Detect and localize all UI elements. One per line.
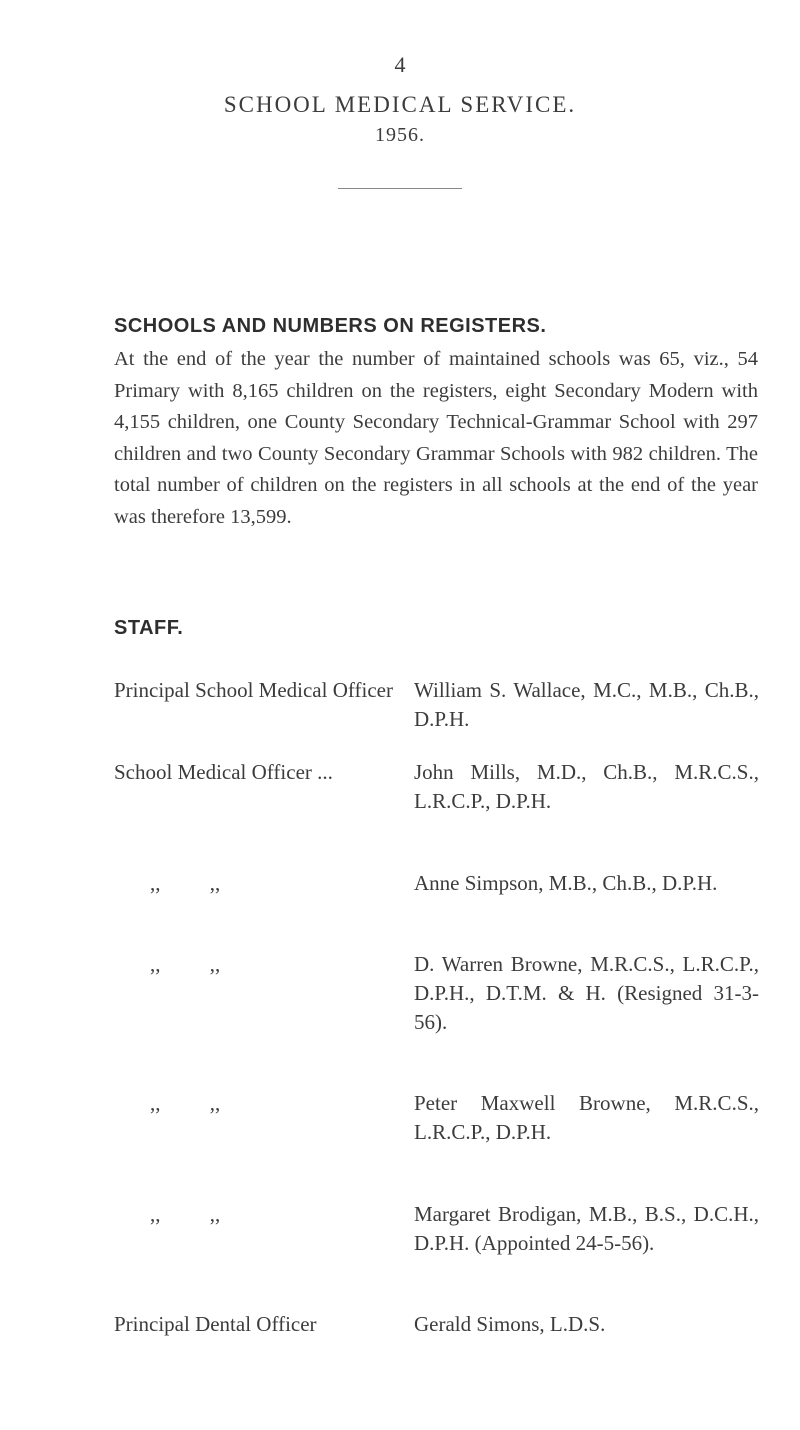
document-year: 1956. bbox=[375, 124, 425, 146]
ditto-mark: ,, ,, bbox=[150, 1091, 221, 1115]
schools-paragraph: At the end of the year the number of maintained schools was 65, viz., 54 Primary with 8,165 children on the registers, eight Secondary Modern with 4,155 children, one County Secondary Technical-Grammar School with 297 children and two County Secondary Grammar Schools with 982 children. The total number of children on the registers in all schools at the end of the year was therefore 13,599. bbox=[114, 348, 758, 528]
staff-name: Anne Simpson, M.B., Ch.B., D.P.H. bbox=[414, 871, 718, 895]
divider bbox=[338, 188, 462, 189]
staff-name: D. Warren Browne, M.R.C.S., L.R.C.P., D.P.H., D.T.M. & H. (Resigned 31-3-56). bbox=[414, 952, 759, 1034]
staff-name: William S. Wallace, M.C., M.B., Ch.B., D.P.H. bbox=[414, 678, 759, 731]
ditto-mark: ,, ,, bbox=[150, 952, 221, 976]
staff-role: School Medical Officer ... bbox=[114, 760, 333, 784]
staff-name: Margaret Brodigan, M.B., B.S., D.C.H., D.P.H. (Appointed 24-5-56). bbox=[414, 1202, 759, 1255]
ditto-mark: ,, ,, bbox=[150, 1202, 221, 1226]
schools-heading: SCHOOLS AND NUMBERS ON REGISTERS. bbox=[114, 315, 547, 337]
staff-name: Peter Maxwell Browne, M.R.C.S., L.R.C.P., D.P.H. bbox=[414, 1091, 759, 1144]
staff-role: Principal School Medical Officer bbox=[114, 678, 393, 702]
page-number: 4 bbox=[394, 52, 406, 77]
ditto-mark: ,, ,, bbox=[150, 871, 221, 895]
staff-name: Gerald Simons, L.D.S. bbox=[414, 1312, 606, 1336]
staff-name: John Mills, M.D., Ch.B., M.R.C.S., L.R.C.P., D.P.H. bbox=[414, 760, 759, 813]
staff-role: Principal Dental Officer bbox=[114, 1312, 317, 1336]
staff-heading: STAFF. bbox=[114, 617, 184, 639]
document-title: SCHOOL MEDICAL SERVICE. bbox=[223, 92, 577, 117]
